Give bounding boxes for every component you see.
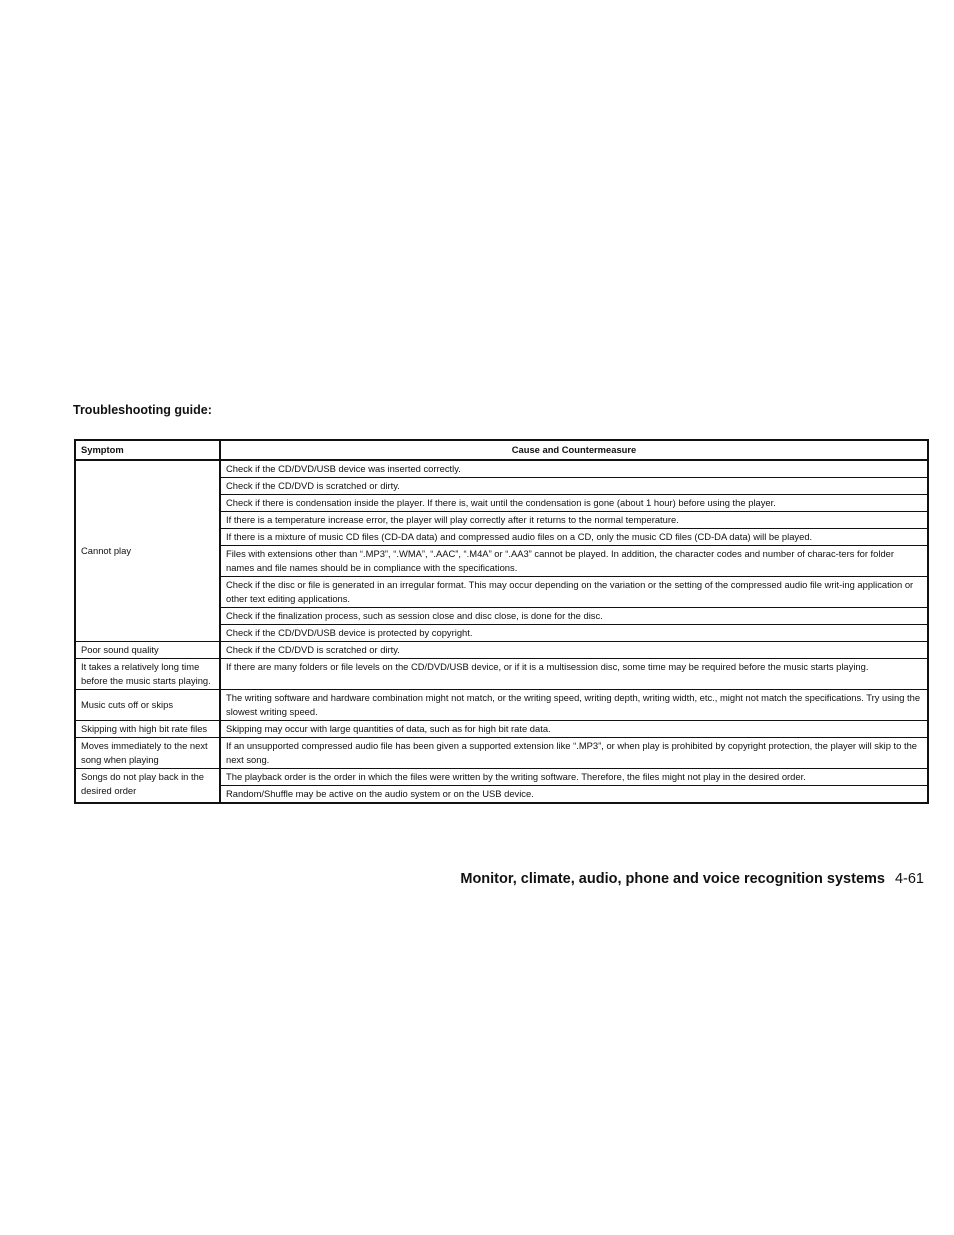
symptom-cell: Songs do not play back in the desired order — [75, 769, 220, 804]
cause-cell: Check if the CD/DVD/USB device is protected by copyright. — [220, 625, 928, 642]
table-row — [75, 738, 928, 769]
section-heading: Troubleshooting guide: — [73, 403, 212, 417]
table-row — [75, 460, 928, 478]
table-row — [75, 659, 928, 690]
cause-cell: Check if the finalization process, such as session close and disc close, is done for the disc. — [220, 608, 928, 625]
table-row — [75, 642, 928, 659]
cause-cell: Check if the CD/DVD is scratched or dirty. — [220, 642, 928, 659]
cause-cell: Check if the CD/DVD is scratched or dirty. — [220, 478, 928, 495]
cause-cell: Files with extensions other than “.MP3”, “.WMA”, “.AAC”, “.M4A” or “.AA3” cannot be played. In addition, the character codes and number of charac-ters for folder names and file names should be in compliance with the specifications. — [220, 546, 928, 577]
page-number: 4-61 — [894, 871, 924, 887]
cause-cell: Random/Shuffle may be active on the audio system or on the USB device. — [220, 786, 928, 804]
table-row — [75, 721, 928, 738]
cause-cell: If there is a temperature increase error, the player will play correctly after it returns to the normal temperature. — [220, 512, 928, 529]
footer-section-title: Monitor, climate, audio, phone and voice recognition systems — [460, 871, 885, 887]
symptom-cell: Cannot play — [75, 460, 220, 642]
symptom-cell: Skipping with high bit rate files — [75, 721, 220, 738]
symptom-cell: Moves immediately to the next song when playing — [75, 738, 220, 769]
page-footer — [460, 871, 924, 887]
troubleshooting-table — [74, 439, 929, 804]
symptom-cell: It takes a relatively long time before the music starts playing. — [75, 659, 220, 690]
cause-cell: If an unsupported compressed audio file has been given a supported extension like “.MP3”, or when play is prohibited by copyright protection, the player will skip to the next song. — [220, 738, 928, 769]
table-row — [75, 769, 928, 786]
cause-cell: If there is a mixture of music CD files (CD-DA data) and compressed audio files on a CD, only the music CD files (CD-DA data) will be played. — [220, 529, 928, 546]
cause-cell: Check if the disc or file is generated in an irregular format. This may occur depending on the variation or the setting of the compressed audio file writ-ing application or other text editing applications. — [220, 577, 928, 608]
cause-cell: If there are many folders or file levels on the CD/DVD/USB device, or if it is a multisession disc, some time may be required before the music starts playing. — [220, 659, 928, 690]
cause-cell: Skipping may occur with large quantities of data, such as for high bit rate data. — [220, 721, 928, 738]
symptom-cell: Poor sound quality — [75, 642, 220, 659]
cause-cell: Check if the CD/DVD/USB device was inserted correctly. — [220, 460, 928, 478]
table-row — [75, 690, 928, 721]
symptom-column-header: Symptom — [75, 440, 220, 460]
table-header-row — [75, 440, 928, 460]
cause-cell: The playback order is the order in which the files were written by the writing software. Therefore, the files might not play in the desired order. — [220, 769, 928, 786]
cause-cell: The writing software and hardware combination might not match, or the writing speed, writing depth, writing width, etc., might not match the specifications. Try using the slowest writing speed. — [220, 690, 928, 721]
symptom-cell: Music cuts off or skips — [75, 690, 220, 721]
cause-column-header: Cause and Countermeasure — [220, 440, 928, 460]
cause-cell: Check if there is condensation inside the player. If there is, wait until the condensation is gone (about 1 hour) before using the player. — [220, 495, 928, 512]
